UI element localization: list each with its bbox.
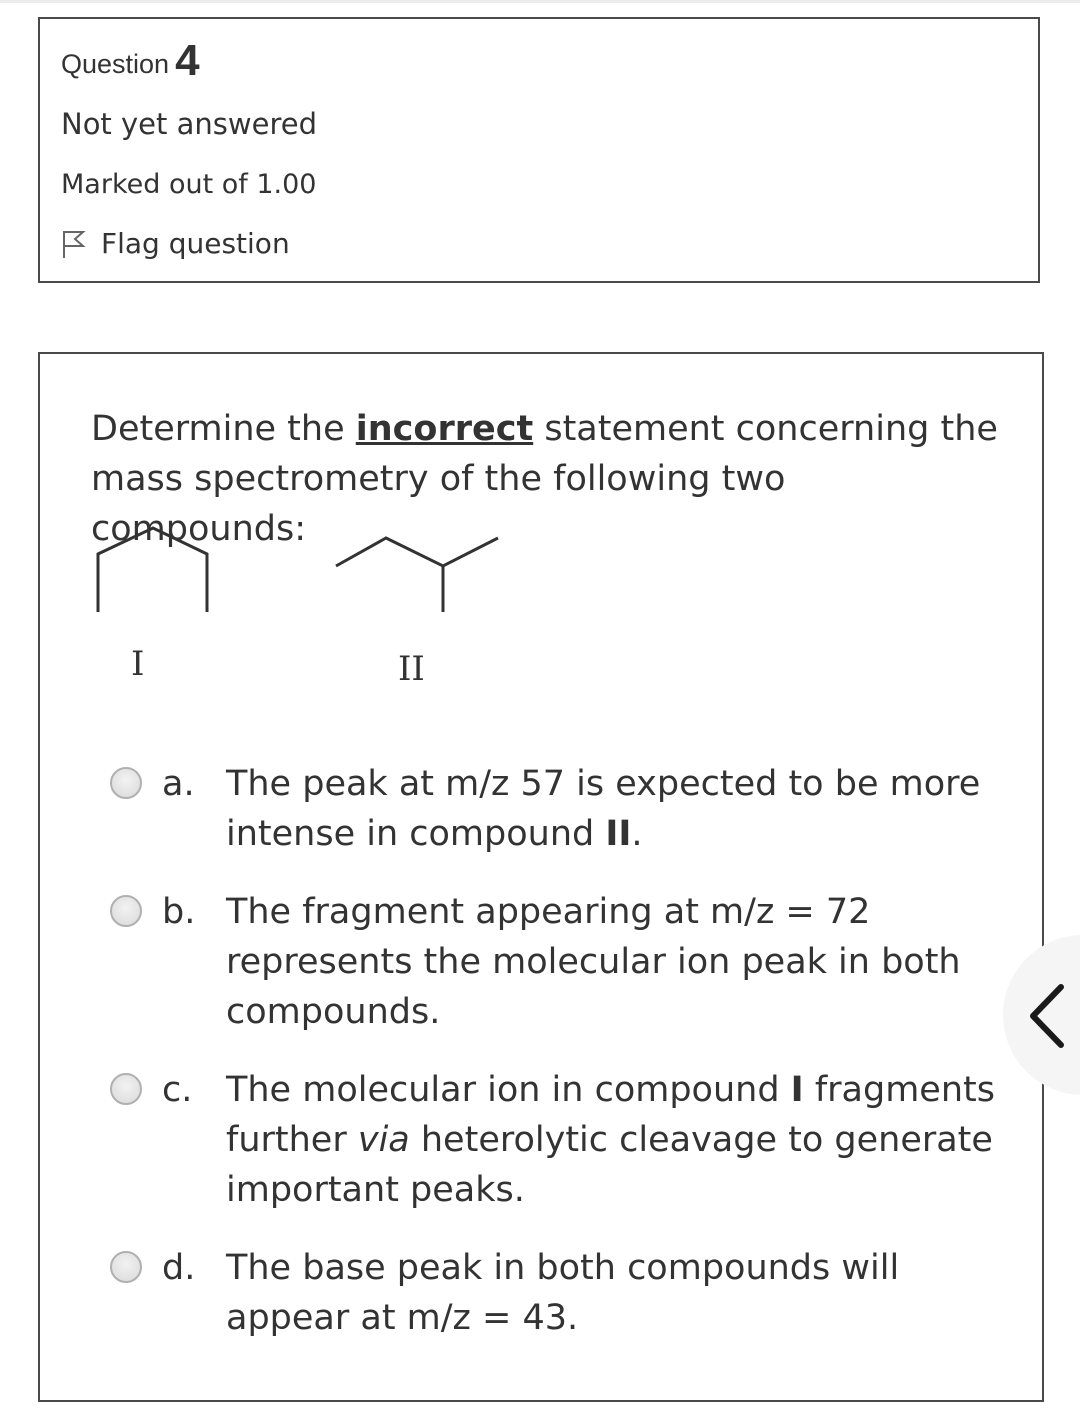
- flag-outline-icon: [61, 229, 87, 259]
- answer-option-b[interactable]: [110, 887, 1010, 1037]
- question-content-panel: [38, 352, 1044, 1402]
- question-number-heading: [61, 36, 200, 86]
- compound-i-skeleton: [98, 528, 207, 612]
- option-text-fragment: The fragment appearing at m/z = 72 represents the molecular ion peak in both compounds.: [226, 892, 961, 1032]
- question-grade: Marked out of 1.00: [61, 169, 317, 200]
- structure-diagram: [90, 522, 510, 612]
- option-italic: via: [357, 1120, 410, 1160]
- question-emphasis: incorrect: [355, 409, 534, 449]
- question-text: Determine the incorrect statement concerning the mass spectrometry of the following two compounds:: [91, 409, 998, 549]
- option-letter: a.: [162, 764, 195, 804]
- option-text-fragment: The base peak in both compounds will appear at m/z = 43.: [226, 1248, 900, 1338]
- radio-option-c[interactable]: [110, 1073, 142, 1105]
- option-text-fragment: The peak at m/z 57 is expected to be more intense in compound: [226, 764, 981, 854]
- option-text-fragment: fragments further: [226, 1070, 995, 1160]
- option-letter: d.: [162, 1248, 196, 1288]
- option-text-fragment: .: [631, 814, 643, 854]
- option-emphasis: II: [605, 814, 632, 854]
- option-text: [226, 1243, 996, 1343]
- question-state: Not yet answered: [61, 107, 317, 141]
- compound-label-i: I: [131, 644, 145, 684]
- option-text-fragment: The molecular ion in compound: [226, 1070, 791, 1110]
- radio-option-b[interactable]: [110, 895, 142, 927]
- option-text-fragment: heterolytic cleavage to generate important peaks.: [226, 1120, 993, 1210]
- flag-question-link[interactable]: [61, 227, 290, 260]
- answer-option-d[interactable]: [110, 1243, 1010, 1343]
- option-emphasis: I: [790, 1070, 804, 1110]
- option-text: [226, 759, 996, 859]
- option-letter: c.: [162, 1070, 193, 1110]
- question-number: 4: [175, 36, 200, 85]
- top-divider: [0, 0, 1080, 3]
- chevron-left-icon: [1027, 983, 1067, 1049]
- option-text: [226, 887, 996, 1037]
- answer-option-a[interactable]: [110, 759, 1010, 859]
- compound-label-ii: II: [398, 649, 425, 689]
- compound-ii-skeleton-main: [336, 538, 498, 566]
- radio-option-a[interactable]: [110, 767, 142, 799]
- option-text: [226, 1065, 996, 1215]
- radio-option-d[interactable]: [110, 1251, 142, 1283]
- question-label: Question: [61, 49, 170, 79]
- option-letter: b.: [162, 892, 196, 932]
- answer-option-c[interactable]: [110, 1065, 1010, 1215]
- question-info-panel: [38, 17, 1040, 283]
- flag-question-label: Flag question: [101, 227, 290, 260]
